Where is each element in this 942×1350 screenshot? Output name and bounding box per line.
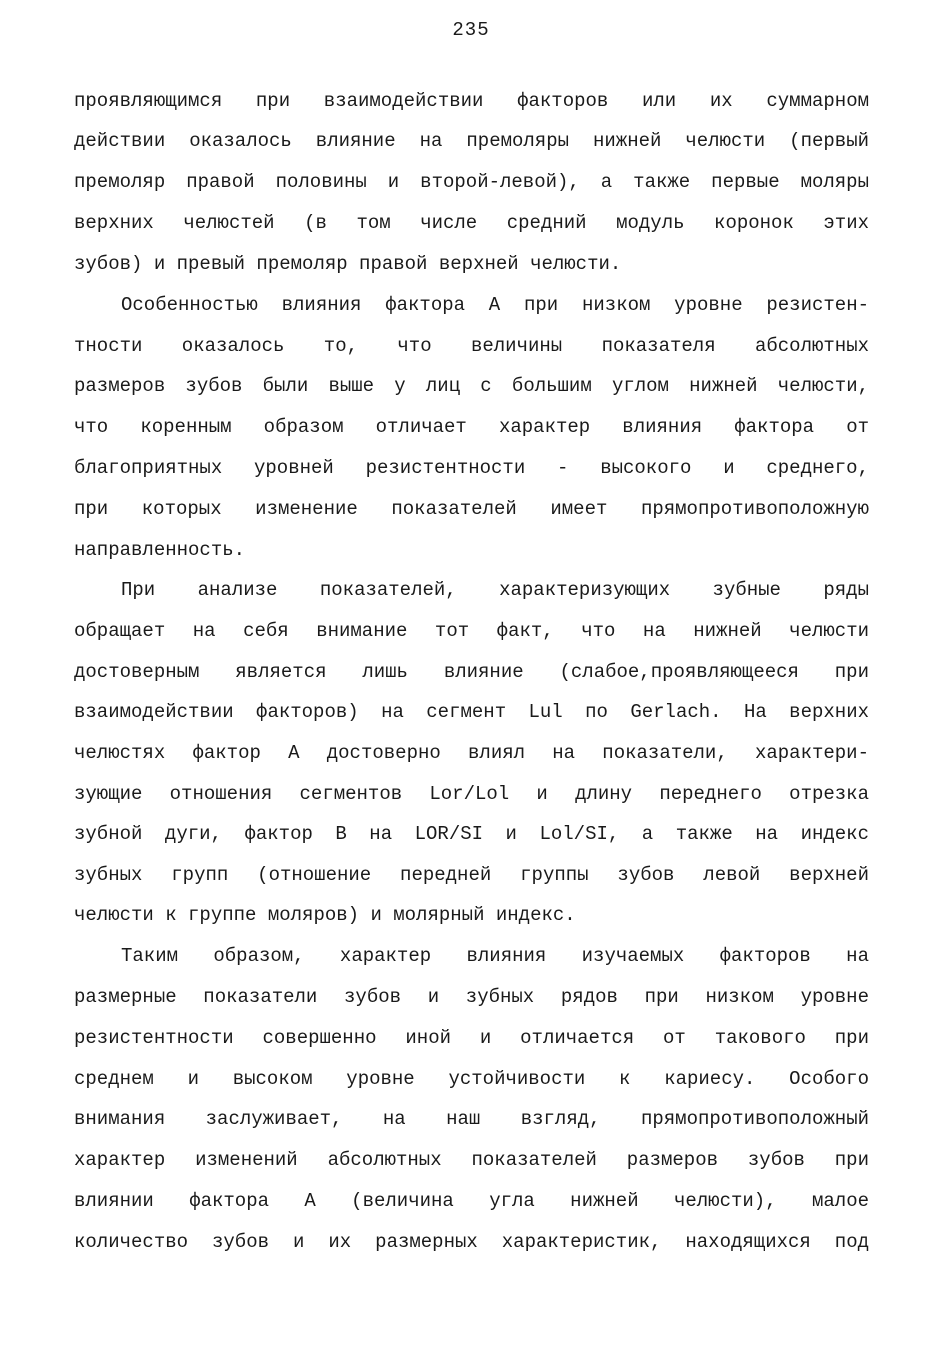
text-line: взаимодействии факторов) на сегмент Lul по Gerlach. На верхних [74,701,869,723]
text-line: среднем и высоком уровне устойчивости к кариесу. Особого [74,1068,869,1090]
text-line: при которых изменение показателей имеет прямопротивоположную [74,498,869,520]
text-line: внимания заслуживает, на наш взгляд, прямопротивоположный [74,1108,869,1130]
text-line: влиянии фактора А (величина угла нижней челюсти), малое [74,1190,869,1212]
text-line: обращает на себя внимание тот факт, что на нижней челюсти [74,620,869,642]
text-line: проявляющимся при взаимодействии факторов или их суммарном [74,90,869,112]
text-line: направленность. [74,539,246,561]
text-line: зубов) и превый премоляр правой верхней челюсти. [74,253,622,275]
text-line: зующие отношения сегментов Lor/Lol и длину переднего отрезка [74,783,869,805]
text-line: размеров зубов были выше у лиц с большим углом нижней челюсти, [74,375,869,397]
text-line: размерные показатели зубов и зубных рядов при низком уровне [74,986,869,1008]
text-line: тности оказалось то, что величины показателя абсолютных [74,335,869,357]
text-line: премоляр правой половины и второй-левой), а также первые моляры [74,171,869,193]
text-line: челюстях фактор А достоверно влиял на показатели, характери- [74,742,869,764]
text-line: зубной дуги, фактор В на LOR/SI и Lol/SI, а также на индекс [74,823,869,845]
page-number: 235 [452,19,490,41]
text-line: действии оказалось влияние на премоляры нижней челюсти (первый [74,130,869,152]
text-line: Особенностью влияния фактора А при низком уровне резистен- [121,294,869,316]
text-line: зубных групп (отношение передней группы зубов левой верхней [74,864,869,886]
text-line: При анализе показателей, характеризующих зубные ряды [121,579,869,601]
text-line: характер изменений абсолютных показателей размеров зубов при [74,1149,869,1171]
text-line: Таким образом, характер влияния изучаемых факторов на [121,945,869,967]
text-line: благоприятных уровней резистентности - высокого и среднего, [74,457,869,479]
text-line: достоверным является лишь влияние (слабое,проявляющееся при [74,661,869,683]
text-line: резистентности совершенно иной и отличается от такового при [74,1027,869,1049]
text-line: что коренным образом отличает характер влияния фактора от [74,416,869,438]
text-line: челюсти к группе моляров) и молярный индекс. [74,904,576,926]
text-line: количество зубов и их размерных характеристик, находящихся под [74,1231,869,1253]
text-line: верхних челюстей (в том числе средний модуль коронок этих [74,212,869,234]
